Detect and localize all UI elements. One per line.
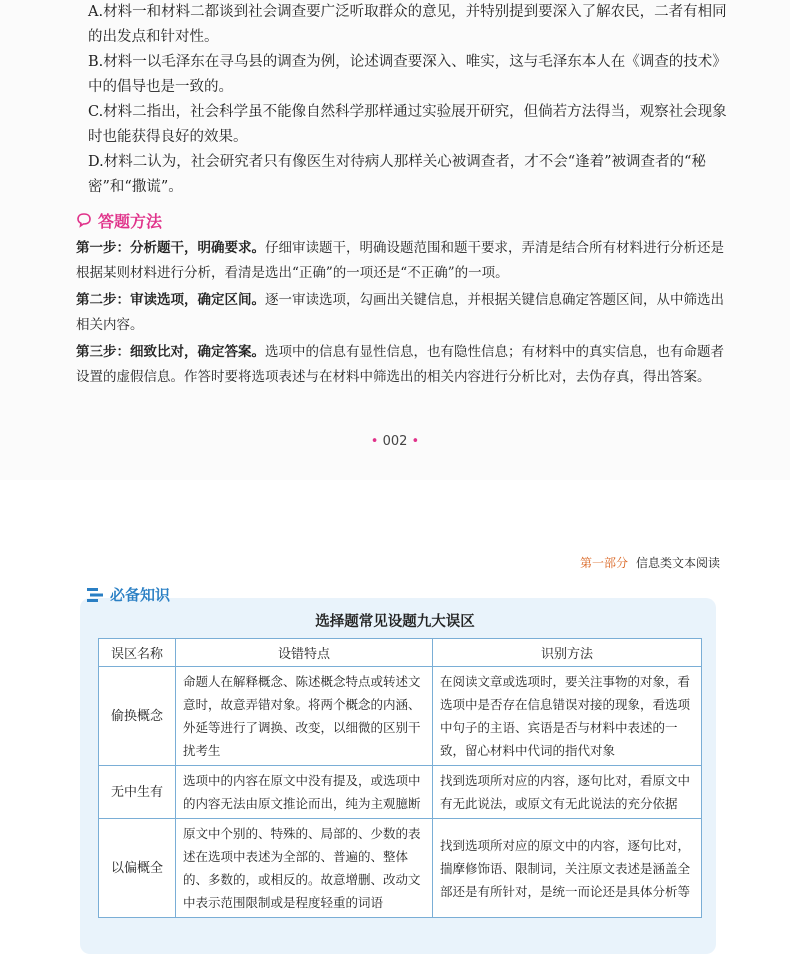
option-a: A.材料一和材料二都谈到社会调查要广泛听取群众的意见，并特别提到要深入了解农民，二者有相同的出发点和针对性。 xyxy=(88,4,727,45)
row-method: 找到选项所对应的原文中的内容，逐句比对，揣摩修饰语、限制词，关注原文表述是涵盖全部还是有所针对，是统一而论还是具体分析等 xyxy=(433,819,702,918)
book-list-icon xyxy=(86,587,104,603)
knowledge-heading xyxy=(86,584,170,605)
row-feature: 选项中的内容在原文中没有提及，或选项中的内容无法由原文推论而出，纯为主观臆断 xyxy=(176,766,433,819)
speech-bubble-icon xyxy=(76,212,92,228)
page-number-text: 002 xyxy=(382,434,408,449)
running-head-section: 信息类文本阅读 xyxy=(635,556,720,570)
step-2-text: 逐一审读选项，勾画出关键信息，并根据关键信息确定答题区间，从中筛选出相关内容。 xyxy=(76,292,724,333)
row-method: 找到选项所对应的内容，逐句比对，看原文中有无此说法，或原文有无此说法的充分依据 xyxy=(433,766,702,819)
header-method: 识别方法 xyxy=(433,639,702,667)
step-3-label: 第三步：细致比对，确定答案。 xyxy=(76,344,265,360)
header-name: 误区名称 xyxy=(99,639,176,667)
header-feature: 设错特点 xyxy=(176,639,433,667)
row-feature: 命题人在解释概念、陈述概念特点或转述文意时，故意弄错对象。将两个概念的内涵、外延等进行了调换、改变，以细微的区别干扰考生 xyxy=(176,667,433,766)
next-page xyxy=(0,540,790,954)
table-title: 选择题常见设题九大误区 xyxy=(315,614,475,630)
table-row xyxy=(99,766,702,819)
method-heading xyxy=(76,206,728,234)
row-name: 偷换概念 xyxy=(99,667,176,766)
step-3-text: 选项中的信息有显性信息，也有隐性信息；有材料中的真实信息，也有命题者设置的虚假信息。作答时要将选项表述与在材料中筛选出的相关内容进行分析比对，去伪存真，得出答案。 xyxy=(76,344,724,385)
page-dot-right: • xyxy=(411,434,420,449)
method-title: 答题方法 xyxy=(98,211,163,231)
knowledge-title: 必备知识 xyxy=(110,586,171,604)
error-table xyxy=(98,638,702,918)
row-name: 以偏概全 xyxy=(99,819,176,918)
step-1 xyxy=(76,236,728,286)
option-b: B.材料一以毛泽东在寻乌县的调查为例，论述调查要深入、唯实，这与毛泽东本人在《调查的技术》中的倡导也是一致的。 xyxy=(88,54,727,95)
page-dot-left: • xyxy=(370,434,379,449)
answer-method-section xyxy=(76,206,728,390)
step-2-label: 第二步：审读选项，确定区间。 xyxy=(76,292,265,308)
page-number xyxy=(0,434,790,449)
step-2 xyxy=(76,288,728,338)
step-3 xyxy=(76,340,728,390)
running-head xyxy=(580,554,720,571)
row-name: 无中生有 xyxy=(99,766,176,819)
running-head-part: 第一部分 xyxy=(579,556,628,570)
table-row xyxy=(99,667,702,766)
step-1-text: 仔细审读题干，明确设题范围和题干要求，弄清是结合所有材料进行分析还是根据某则材料进行分析，看清是选出“正确”的一项还是“不正确”的一项。 xyxy=(76,240,724,281)
row-feature: 原文中个别的、特殊的、局部的、少数的表述在选项中表述为全部的、普遍的、整体的、多数的，或相反的。故意增删、改动文中表示范围限制或是程度轻重的词语 xyxy=(176,819,433,918)
row-method: 在阅读文章或选项时，要关注事物的对象，看选项中是否存在信息错误对接的现象，看选项中句子的主语、宾语是否与材料中表述的一致，留心材料中代词的指代对象 xyxy=(433,667,702,766)
table-row xyxy=(99,819,702,918)
table-header-row xyxy=(99,639,702,667)
answer-options xyxy=(88,0,728,200)
option-d: D.材料二认为，社会研究者只有像医生对待病人那样关心被调查者，才不会“逢着”被调查者的“秘密”和“撒谎”。 xyxy=(88,154,706,195)
option-c: C.材料二指出，社会科学虽不能像自然科学那样通过实验展开研究，但倘若方法得当，观察社会现象时也能获得良好的效果。 xyxy=(88,104,727,145)
step-1-label: 第一步：分析题干，明确要求。 xyxy=(76,240,265,256)
